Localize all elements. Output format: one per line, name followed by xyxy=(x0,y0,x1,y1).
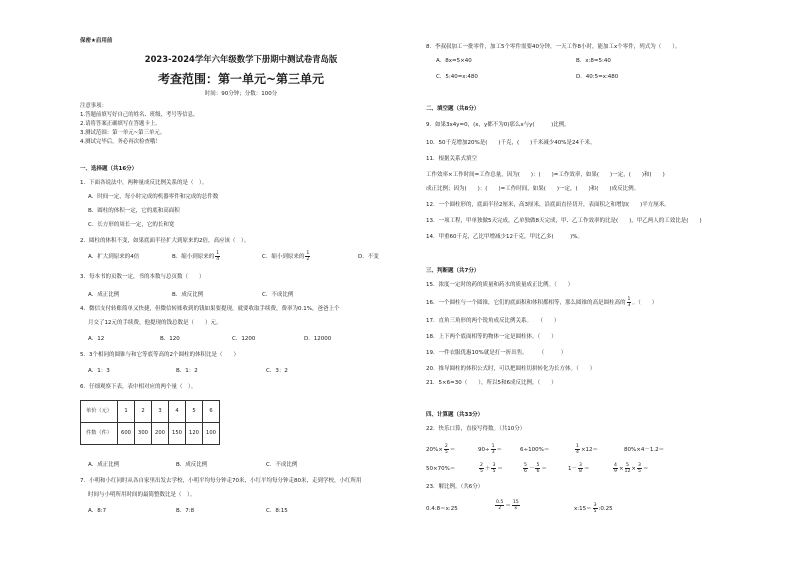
fraction: $\frac{3}{5}$ xyxy=(638,463,641,474)
calc-item: $\frac{1}{4}$ ×12＝ xyxy=(576,444,599,455)
q6-option-c: C．不成比例 xyxy=(266,462,298,468)
exam-time-score: 时间：90分钟；分数：100分 xyxy=(204,91,278,97)
question-23: 23．解比例。（共6分） xyxy=(426,484,484,490)
fraction: $\frac{1}{3}$ xyxy=(627,297,631,308)
calc-item: 90÷ $\frac{1}{3}$ ＝ xyxy=(478,444,503,455)
price-quantity-table xyxy=(80,400,220,445)
table-cell: 3 xyxy=(152,401,169,423)
exam-scope: 考查范围：第一单元~第三单元 xyxy=(157,72,325,86)
question-17: 17．直角三角形的两个锐角成反比例关系。 （ ） xyxy=(426,318,560,324)
calc-item: 6÷100%＝ xyxy=(520,447,550,453)
question-20: 20．推导圆柱的体积公式时，可以把圆柱切拼转化为长方体。（ ） xyxy=(426,366,596,372)
question-8: 8．李叔叔加工一批零件，加工5个零件需要40分钟，一天工作8小时，能加工x个零件，列式为（ ）。 xyxy=(426,44,681,50)
calc-item: 80%×4－1.2＝ xyxy=(624,447,665,453)
q6-option-b: B．成反比例 xyxy=(176,462,208,468)
notice-item: 4.测试完毕后，务必再次检查哦！ xyxy=(80,139,161,145)
q2-option-c: C．缩小到原来的 $\frac{1}{2}$ xyxy=(262,251,310,262)
table-cell: 200 xyxy=(152,423,169,445)
q8-option-a: A．8x=5×40 xyxy=(436,58,472,64)
calc-item: 1－ $\frac{3}{8}$ ＝ xyxy=(568,463,590,474)
q7-option-b: B．7:8 xyxy=(176,508,195,514)
fraction: $\frac{4}{9}$ xyxy=(614,463,617,474)
q4-option-d: D．12000 xyxy=(304,336,332,342)
section-judge-title: 三、判断题（共7分） xyxy=(426,268,480,274)
q2-option-d: D．不变 xyxy=(358,254,379,260)
q4-option-c: C．1200 xyxy=(232,336,256,342)
q2-option-b: B．缩小到原来的 $\frac{1}{4}$ xyxy=(172,251,220,262)
fraction: $\frac{5}{12}$ xyxy=(624,463,631,474)
notice-title: 注意事项： xyxy=(80,103,107,109)
fraction: $\frac{15}{x}$ xyxy=(512,500,519,511)
notice-item: 3.测试范围：第一单元~第三单元。 xyxy=(80,130,166,136)
question-16: 16．一个圆柱与一个圆锥，它们的底面积和体积都相等，那么圆锥的高是圆柱高的 $\frac{1}{3}$ 。（ ） xyxy=(426,297,658,308)
table-cell: 600 xyxy=(118,423,135,445)
question-4-line-2: 月交了12元的手续费，他提现的钱总数是（ ）元。 xyxy=(88,320,222,326)
table-cell: 件数（件） xyxy=(81,423,118,445)
table-cell: 4 xyxy=(169,401,186,423)
question-5: 5．3个相同的圆锥与和它等底等高的2个圆柱的体积比是（ ） xyxy=(80,352,239,358)
question-10: 10．50千克增加20%是( )千克，( )千米减少40%是24千米。 xyxy=(426,140,596,146)
fraction: $\frac{5}{6}$ xyxy=(536,463,540,474)
q3-option-c: C．不成比例 xyxy=(262,292,294,298)
fraction: $\frac{1}{2}$ xyxy=(306,251,310,262)
confidential-mark: 保密★启用前 xyxy=(80,38,113,44)
proportion-item: x:15＝ $\frac{3}{5}$ :0.25 xyxy=(574,503,613,514)
q1-option-a: A．时间一定，每小时完成的机器零件和完成的总件数 xyxy=(88,194,219,200)
q5-option-c: C．3：2 xyxy=(266,368,288,374)
calc-item: 20%× $\frac{2}{5}$ ＝ xyxy=(426,444,456,455)
table-cell: 2 xyxy=(135,401,152,423)
question-7-line-2: 时间与小明所用时间的最简整数比是（ ）。 xyxy=(88,492,196,498)
table-cell: 1 xyxy=(118,401,135,423)
fraction: $\frac{3}{5}$ xyxy=(593,503,597,514)
section-choice-title: 一、选择题（共16分） xyxy=(80,166,138,172)
fraction: $\frac{1}{3}$ xyxy=(491,444,495,455)
calc-item: $\frac{5}{6}$ － $\frac{5}{6}$ ＝ xyxy=(524,463,547,474)
table-cell: 120 xyxy=(186,423,203,445)
table-cell: 300 xyxy=(135,423,152,445)
calc-item: 50×70%＝ xyxy=(426,466,456,472)
question-14: 14．甲重60千克，乙比甲增减少12千克，甲比乙多( )%。 xyxy=(426,234,584,240)
table-cell: 6 xyxy=(203,401,220,423)
question-22: 22．快乐口算，直接写得数。（共10分） xyxy=(426,426,526,432)
q8-option-c: C．5:40=x:480 xyxy=(436,74,478,80)
question-11-line-1: 工作效率×工作时间=工作总量，因为( )：( )=工作效率，如果( )一定，( )和( ) xyxy=(426,172,665,178)
exam-title: 2023-2024学年六年级数学下册期中测试卷青岛版 xyxy=(144,54,338,64)
fraction: $\frac{2}{5}$ xyxy=(480,463,483,474)
notice-block xyxy=(80,102,198,147)
question-15: 15．浓度一定时的药的质量和药水的质量成正比例。（ ） xyxy=(426,282,574,288)
q7-option-c: C．8:15 xyxy=(266,508,288,514)
q1-option-b: B．圆柱的体积一定，它的底和高面积 xyxy=(88,208,180,214)
table-row xyxy=(81,423,220,445)
q2-option-a: A．扩大到原来的4倍 xyxy=(88,254,140,260)
notice-item: 1.答题前填写好自己的姓名、班级、考号等信息。 xyxy=(80,112,199,118)
table-cell: 100 xyxy=(203,423,220,445)
question-11: 11．根据关系式填空 xyxy=(426,156,477,162)
calc-item: $\frac{2}{5}$ ＋ $\frac{3}{5}$ ＝ xyxy=(480,463,503,474)
calc-item: $\frac{4}{9}$ × $\frac{5}{12}$ × $\frac{3}{5}$ ＝ xyxy=(614,463,649,474)
question-1: 1．下面各说法中，两种量成反比例关系的是（ ）。 xyxy=(80,180,208,186)
question-9: 9．如果3x4y=0，(x，y都不为0)那么x与y( )比例。 xyxy=(426,122,570,128)
question-13: 13．一项工程，甲单独做5天完成，乙单独做8天完成，甲、乙工作效率的比是( )，甲乙两人的工效比是( ) xyxy=(426,218,702,224)
q4-option-b: B．120 xyxy=(160,336,180,342)
q5-option-a: A．1：3 xyxy=(88,368,110,374)
fraction: $\frac{1}{4}$ xyxy=(216,251,220,262)
question-2: 2．圆柱的体积不变，如果底面半径扩大到原来的2倍，高应该（ ）。 xyxy=(80,238,250,244)
fraction: $\frac{2}{5}$ xyxy=(444,444,448,455)
table-row xyxy=(81,401,220,423)
question-21: 21．5×6=30（ ），所以5和6成反比例。（ ） xyxy=(426,380,557,386)
table-cell: 单价（元） xyxy=(81,401,118,423)
notice-item: 2.请将答案正确填写在答题卡上。 xyxy=(80,121,161,127)
q8-option-d: D．40:5=x:480 xyxy=(576,74,619,80)
table-cell: 5 xyxy=(186,401,203,423)
table-cell: 150 xyxy=(169,423,186,445)
fraction: $\frac{3}{8}$ xyxy=(579,463,582,474)
q3-option-b: B．成反比例 xyxy=(172,292,204,298)
fraction: $\frac{3}{5}$ xyxy=(492,463,496,474)
q5-option-b: B．1：2 xyxy=(176,368,198,374)
question-11-line-2: 成正比例；因为( )：( )=工作时间，如果( )一定，( )和( )成反比例。 xyxy=(426,186,640,192)
proportion-item: $\frac{0.5}{2}$ ＝ $\frac{15}{x}$ xyxy=(496,500,519,511)
q1-option-c: C．长方形的周长一定，它的长和宽 xyxy=(88,222,175,228)
question-4-line-1: 4．微信支付转账简单又快捷，但微信转账收到的钱如果要提现，就要收取手续费，费率为0.1%，爸爸上个 xyxy=(80,306,340,312)
q6-option-a: A．成正比例 xyxy=(88,462,120,468)
question-6: 6．仔细观察下表，表中相对应的两个量（ ）。 xyxy=(80,384,197,390)
fraction: $\frac{1}{4}$ xyxy=(576,444,579,455)
q7-option-a: A．8:7 xyxy=(88,508,107,514)
fraction: $\frac{5}{6}$ xyxy=(524,463,527,474)
proportion-item: 0.4:8＝x:25 xyxy=(426,506,458,512)
question-12: 12．一个圆柱形的，底面半径2厘米，高3厘米，沿底面直径切开，表面积之和增加( )平方厘米。 xyxy=(426,202,670,208)
section-calc-title: 四、计算题（共33分） xyxy=(426,412,484,418)
q8-option-b: B．x:8=5:40 xyxy=(576,58,611,64)
question-19: 19．一件衣服优惠10%就是打一折出售。 （ ） xyxy=(426,350,567,356)
q4-option-a: A．12 xyxy=(88,336,105,342)
question-3: 3．每本书的页数一定，书的本数与总页数（ ） xyxy=(80,274,205,280)
q3-option-a: A．成正比例 xyxy=(88,292,120,298)
question-18: 18．上下两个底面相等的物体一定是圆柱体。（ ） xyxy=(426,334,557,340)
fraction: $\frac{0.5}{2}$ xyxy=(496,500,504,511)
question-7-line-1: 7．小明和小红同时从各自家里出发去学校，小明平均每分钟走70米，小红平均每分钟走80米，走到学校，小红所用 xyxy=(80,478,362,484)
section-fill-title: 二、填空题（共8分） xyxy=(426,106,480,112)
